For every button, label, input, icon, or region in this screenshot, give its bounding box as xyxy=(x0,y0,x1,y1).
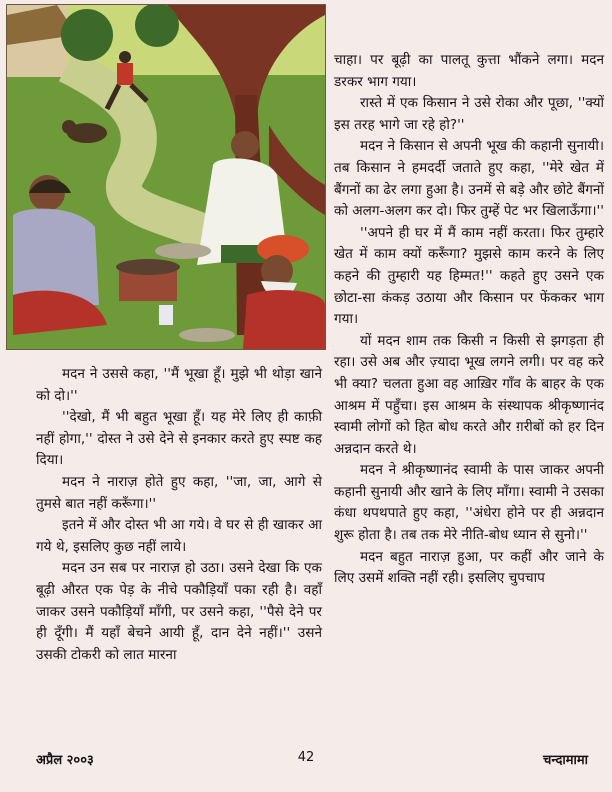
paragraph: रास्ते में एक किसान ने उसे रोका और पूछा, ''क्यों इस तरह भागे जा रहे हो?'' xyxy=(334,95,604,133)
paragraph: यों मदन शाम तक किसी न किसी से झगड़ता ही रहा। उसे अब और ज़्यादा भूख लगने लगी। पर वह करे भी क्या? चलता हुआ वह आख़िर गाँव के बाहर के एक आश्रम में पहुँचा। इस आश्रम के संस्थापक श्रीकृष्णानंद स्वामी लोगों को हित बोध करते और ग़रीबों को हर दिन अन्नदान करते थे। xyxy=(334,332,604,457)
page-number: 42 xyxy=(297,750,315,765)
paragraph: ''देखो, मैं भी बहुत भूखा हूँ। यह मेरे लिए ही काफ़ी नहीं होगा,'' दोस्त ने उसे देने से इनकार करते हुए स्पष्ट कह दिया। xyxy=(36,409,322,469)
paragraph: मदन ने श्रीकृष्णानंद स्वामी के पास जाकर अपनी कहानी सुनायी और खाने के लिए माँगा। स्वामी ने उसका कंधा थपथपाते हुए कहा, ''अंधेरा होने पर ही अन्नदान शुरू होता है। तब तक मेरे नीति-बोध ध्यान से सुनो।'' xyxy=(334,462,604,544)
illustration-scene xyxy=(7,5,325,349)
paragraph: मदन बहुत नाराज़ हुआ, पर कहीं और जाने के लिए उसमें शक्ति नहीं रही। इसलिए चुपचाप xyxy=(334,548,604,587)
bush xyxy=(135,5,179,47)
bush xyxy=(61,9,113,61)
paragraph: मदन ने उससे कहा, ''मैं भूखा हूँ। मुझे भी थोड़ा खाने को दो।'' xyxy=(36,366,322,404)
plate xyxy=(179,328,235,342)
paragraph: मदन ने किसान से अपनी भूख की कहानी सुनायी। तब किसान ने हमदर्दी जताते हुए कहा, ''मेरे खेत में बैंगनों का ढेर लगा हुआ है। उनमें से बड़े और छोटे बैंगनों को अलग-अलग कर दो। फिर तुम्हें पेट भर खिलाऊँगा।'' xyxy=(334,138,605,220)
paragraph: मदन ने नाराज़ होते हुए कहा, ''जा, जा, आगे से तुमसे बात नहीं करूँगा।'' xyxy=(36,473,322,512)
water-glass xyxy=(159,305,173,325)
story-illustration xyxy=(6,4,326,350)
paragraph: ''अपने ही घर में मैं काम नहीं करता। फिर तुम्हारे खेत में काम क्यों करूँगा? मुझसे काम करने के लिए कहने की तुम्हारी यह हिम्मत!'' कहते हुए उसने एक छोटा-सा कंकड़ उठाया और किसान पर फेंककर भाग गया। xyxy=(334,224,604,328)
issue-date: अप्रैल २००३ xyxy=(36,753,94,768)
page-footer xyxy=(0,748,612,772)
magazine-name: चन्दामामा xyxy=(543,753,588,768)
paragraph: मदन उन सब पर नाराज़ हो उठा। उसने देखा कि एक बूढ़ी औरत एक पेड़ के नीचे पकौड़ियाँ पका रही है। वहाँ जाकर उसने पकौड़ियाँ माँगी, पर उसने कहा, ''पैसे देने पर ही दूँगी। मैं यहाँ बेचने आयी हूँ, दान देने नहीं।'' उसने उसकी टोकरी को लात मारना xyxy=(36,560,322,663)
paragraph: इतने में और दोस्त भी आ गये। वे घर से ही खाकर आ गये थे, इसलिए कुछ नहीं लाये। xyxy=(36,517,322,555)
continued-paragraph: चाहा। पर बूढ़ी का पालतू कुत्ता भौंकने लगा। मदन डरकर भाग गया। xyxy=(334,52,604,90)
left-text-column xyxy=(36,364,322,666)
right-text-column xyxy=(334,50,604,590)
